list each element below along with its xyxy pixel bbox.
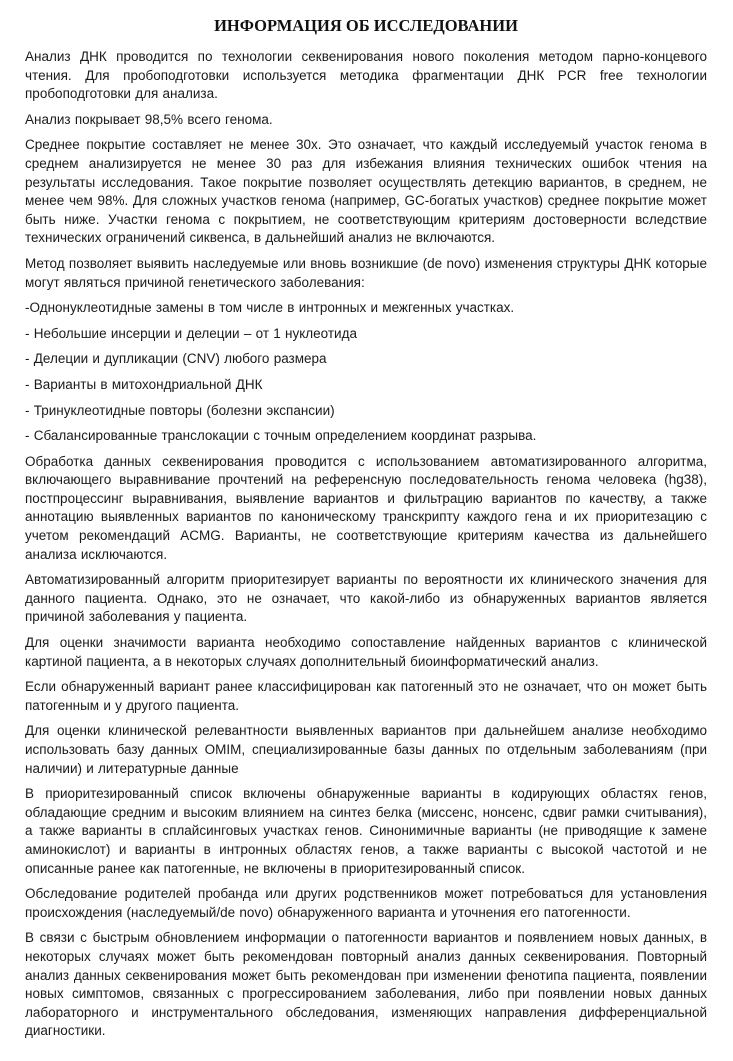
- paragraph: Метод позволяет выявить наследуемые или вновь возникшие (de novo) изменения структуры ДНК которые могут являться причиной генетического заболевания:: [25, 255, 707, 290]
- paragraph: Автоматизированный алгоритм приоритезирует варианты по вероятности их клинического значения для данного пациента. Однако, это не означает, что какой-либо из обнаруженных вариантов является причиной заболевания у пациента.: [25, 572, 707, 625]
- paragraph: - Небольшие инсерции и делеции – от 1 нуклеотида: [25, 325, 357, 341]
- document-body: [25, 48, 707, 1041]
- paragraph: - Тринуклеотидные повторы (болезни экспансии): [25, 402, 335, 418]
- paragraph: Обработка данных секвенирования проводится с использованием автоматизированного алгоритма, включающего выравнивание прочтений на референсную последовательность генома человека (hg38), постпроцессинг выравнивания, выявление вариантов и фильтрацию вариантов по качеству, а также аннотацию выявленных вариантов по каноническому транскрипту каждого гена и их приоритезацию с учетом рекомендаций ACMG. Варианты, не соответствующие критериям качества из дальнейшего анализа исключаются.: [25, 453, 707, 562]
- paragraph: - Варианты в митохондриальной ДНК: [25, 376, 263, 392]
- paragraph: - Сбалансированные транслокации с точным определением координат разрыва.: [25, 428, 537, 444]
- paragraph: Анализ ДНК проводится по технологии секвенирования нового поколения методом парно-концевого чтения. Для пробоподготовки используется методика фрагментации ДНК PCR free технологии пробоподготовки для анализа.: [25, 49, 707, 102]
- paragraph: -Однонуклеотидные замены в том числе в интронных и межгенных участках.: [25, 300, 515, 316]
- paragraph: Среднее покрытие составляет не менее 30x. Это означает, что каждый исследуемый участок генома в среднем анализируется не менее 30 раз для избежания влияния технических ошибок чтения на результаты исследования. Такое покрытие позволяет осуществлять детекцию вариантов, в среднем, не менее чем 98%. Для сложных участков генома (например, GC-богатых участков) среднее покрытие может быть ниже. Участки генома с покрытием, не соответствующим критериям достоверности вследствие технических ограничений сиквенса, в дальнейший анализ не включаются.: [25, 137, 707, 246]
- paragraph: Анализ покрывает 98,5% всего генома.: [25, 111, 273, 127]
- paragraph: В приоритезированный список включены обнаруженные варианты в кодирующих областях генов, обладающие средним и высоким влиянием на синтез белка (миссенс, нонсенс, сдвиг рамки считывания), а также варианты в сплайсинговых участках генов. Синонимичные варианты (не приводящие к замене аминокислот) и варианты в интронных областях генов, а также варианты с высокой частотой и не описанные ранее как патогенные, не включены в приоритезированный список.: [25, 786, 707, 876]
- paragraph: Если обнаруженный вариант ранее классифицирован как патогенный это не означает, что он может быть патогенным и у другого пациента.: [25, 679, 707, 713]
- paragraph: Для оценки клинической релевантности выявленных вариантов при дальнейшем анализе необходимо использовать базу данных OMIM, специализированные базы данных по отдельным заболеваниям (при наличии) и литературные данные: [25, 723, 707, 776]
- document-title: ИНФОРМАЦИЯ ОБ ИССЛЕДОВАНИИ: [214, 16, 518, 35]
- paragraph: - Делеции и дупликации (CNV) любого размера: [25, 351, 327, 367]
- paragraph: Для оценки значимости варианта необходимо сопоставление найденных вариантов с клинической картиной пациента, а в некоторых случаях дополнительный биоинформатический анализ.: [25, 635, 707, 669]
- paragraph: Обследование родителей пробанда или других родственников может потребоваться для установления происхождения (наследуемый/de novo) обнаруженного варианта и уточнения его патогенности.: [25, 886, 707, 920]
- paragraph: В связи с быстрым обновлением информации о патогенности вариантов и появлением новых данных, в некоторых случаях может быть рекомендован повторный анализ данных секвенирования. Повторный анализ данных секвенирования может быть рекомендован при изменении фенотипа пациента, появлении новых симптомов, связанных с прогрессированием заболевания, либо при появлении новых данных лабораторного и инструментального обследования, изменяющих направления дифференциальной диагностики.: [25, 930, 707, 1039]
